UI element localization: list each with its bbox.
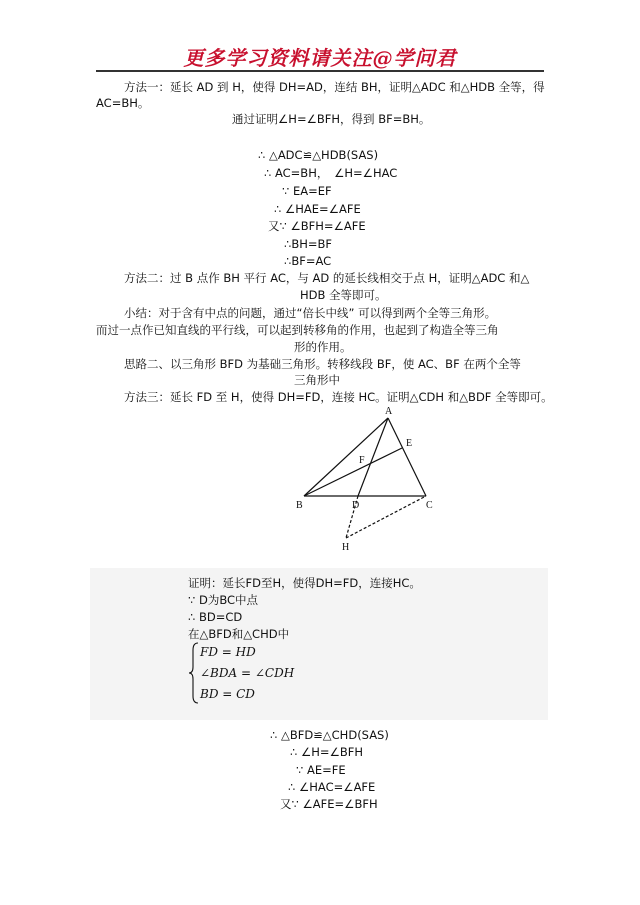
proof-in-triangles: 在△BFD和△CHD中 <box>188 627 290 641</box>
method-two-line-1: 方法二：过 B 点作 BH 平行 AC，与 AD 的延长线相交于点 H，证明△ADC 和△ <box>124 271 530 285</box>
summary-line-3: 形的作用。 <box>294 340 352 354</box>
label-h: H <box>342 542 350 553</box>
label-f: F <box>359 455 365 466</box>
proof-step-6: ∴BH=BF <box>284 237 332 251</box>
conclusion-step-2: ∴ ∠H=∠BFH <box>290 745 364 759</box>
proof-panel <box>90 568 548 720</box>
proof-step-1: ∴ △ADC≌△HDB(SAS) <box>258 148 379 162</box>
proof-given-midpoint: ∵ D为BC中点 <box>188 593 259 607</box>
triangle-figure <box>286 404 446 564</box>
proof-step-3: ∵ EA=EF <box>282 184 332 198</box>
idea-two-line-2: 三角形中 <box>294 373 340 387</box>
proof-intro: 证明：延长FD至H，使得DH=FD，连接HC。 <box>188 576 421 590</box>
conclusion-step-5: 又∵ ∠AFE=∠BFH <box>280 797 378 811</box>
method-one-line-1: 方法一：延长 AD 到 H，使得 DH=AD，连结 BH，证明△ADC 和△HDB 全等，得 <box>124 80 545 94</box>
method-two-line-2: HDB 全等即可。 <box>300 288 387 302</box>
summary-line-2: 而过一点作已知直线的平行线，可以起到转移角的作用，也起到了构造全等三角 <box>96 323 499 337</box>
header-divider <box>96 70 544 72</box>
label-b: B <box>296 500 303 511</box>
label-e: E <box>406 438 413 449</box>
segment-ac <box>388 418 426 496</box>
label-a: A <box>385 406 393 417</box>
method-three-line: 方法三：延长 FD 至 H，使得 DH=FD，连接 HC。证明△CDH 和△BDF 全等即可。 <box>124 390 553 404</box>
method-one-line-3: 通过证明∠H=∠BFH，得到 BF=BH。 <box>232 112 431 126</box>
proof-step-7: ∴BF=AC <box>284 254 332 268</box>
label-c: C <box>426 500 433 511</box>
segment-be <box>304 448 402 496</box>
equation-angles: ∠BDA = ∠CDH <box>200 666 295 680</box>
equation-bd-cd: BD = CD <box>200 687 255 701</box>
idea-two-line-1: 思路二、以三角形 BFD 为基础三角形。转移线段 BF，使 AC、BF 在两个全等 <box>124 357 521 371</box>
proof-step-2: ∴ AC=BH， ∠H=∠HAC <box>264 166 398 180</box>
proof-step-4: ∴ ∠HAE=∠AFE <box>274 202 361 216</box>
proof-step-5: 又∵ ∠BFH=∠AFE <box>268 219 366 233</box>
equation-fd-hd: FD = HD <box>200 645 256 659</box>
label-d: D <box>352 500 360 511</box>
segment-ab <box>304 418 388 496</box>
proof-bd-cd: ∴ BD=CD <box>188 610 243 624</box>
conclusion-step-4: ∴ ∠HAC=∠AFE <box>288 780 376 794</box>
summary-line-1: 小结：对于含有中点的问题，通过“倍长中线” 可以得到两个全等三角形。 <box>124 306 497 320</box>
conclusion-step-3: ∵ AE=FE <box>296 763 346 777</box>
left-brace <box>188 642 200 704</box>
conclusion-step-1: ∴ △BFD≌△CHD(SAS) <box>270 728 389 742</box>
page-header-title: 更多学习资料请关注@学问君 <box>183 46 457 70</box>
method-one-line-2: AC=BH。 <box>96 96 150 110</box>
